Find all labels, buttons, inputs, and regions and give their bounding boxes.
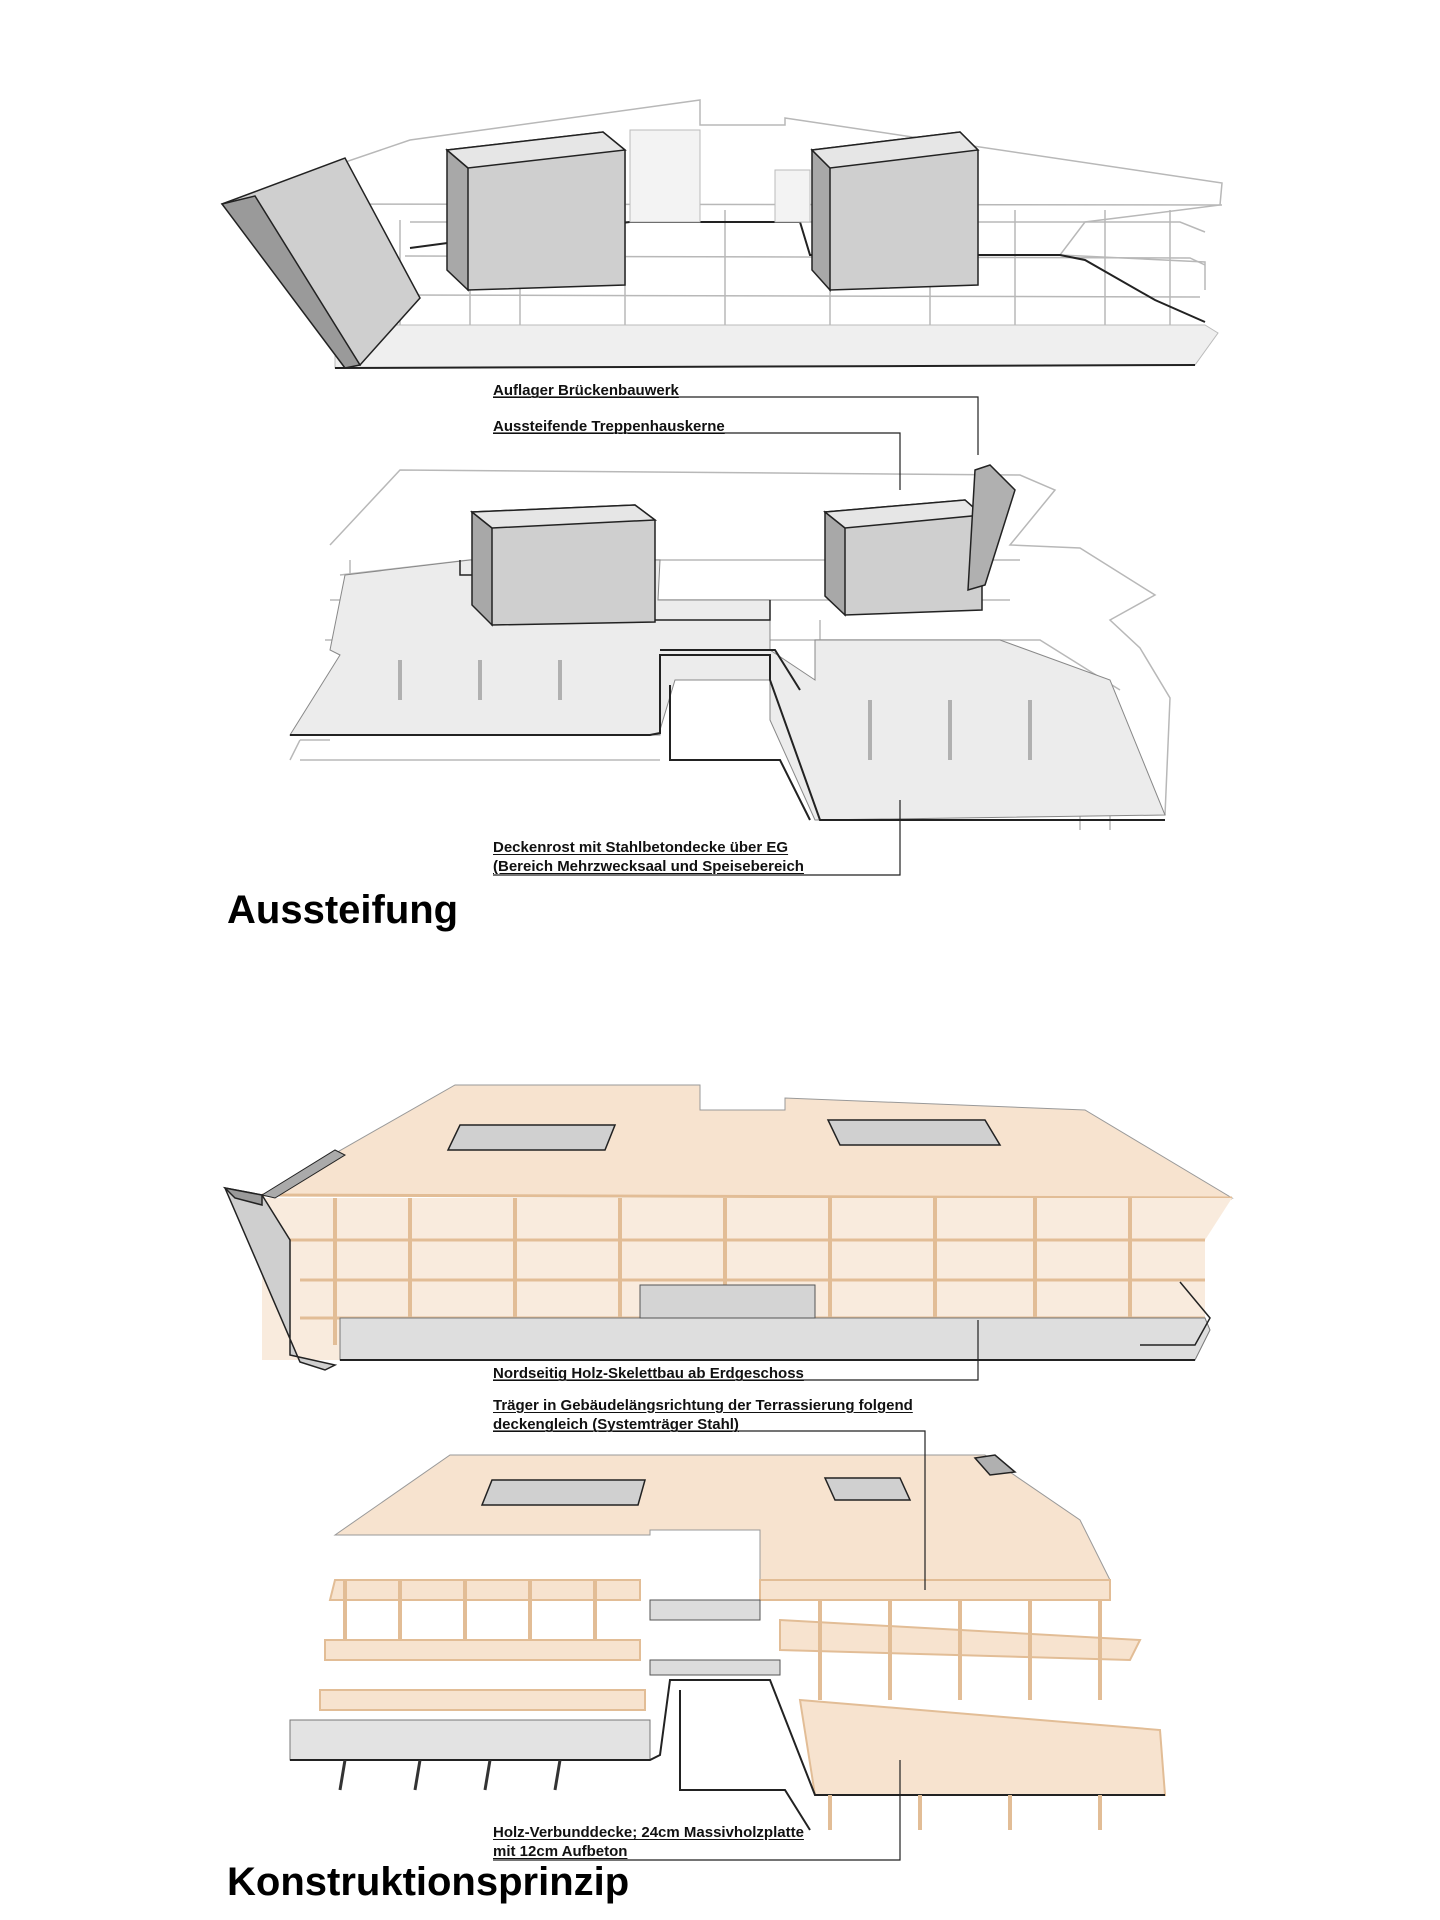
annotation-composite-slab: Holz-Verbunddecke; 24cm Massivholzplatte mit 12cm Aufbeton bbox=[493, 1824, 804, 1860]
heading-aussteifung: Aussteifung bbox=[227, 888, 459, 932]
annotation-slab-grid: Deckenrost mit Stahlbetondecke über EG (Bereich Mehrzwecksaal und Speisebereich bbox=[493, 839, 804, 875]
heading-konstruktionsprinzip: Konstruktionsprinzip bbox=[227, 1860, 630, 1904]
annotation-steel-beams: Träger in Gebäudelängsrichtung der Terrassierung folgend deckengleich (Systemträger Stahl) bbox=[493, 1397, 913, 1433]
annotation-stair-cores: Aussteifende Treppenhauskerne bbox=[493, 418, 725, 435]
annotation-bridge-bearing: Auflager Brückenbauwerk bbox=[493, 382, 679, 399]
steel-columns-lower bbox=[340, 1760, 560, 1790]
annotation-timber-skeleton: Nordseitig Holz-Skelettbau ab Erdgeschoss bbox=[493, 1365, 804, 1382]
